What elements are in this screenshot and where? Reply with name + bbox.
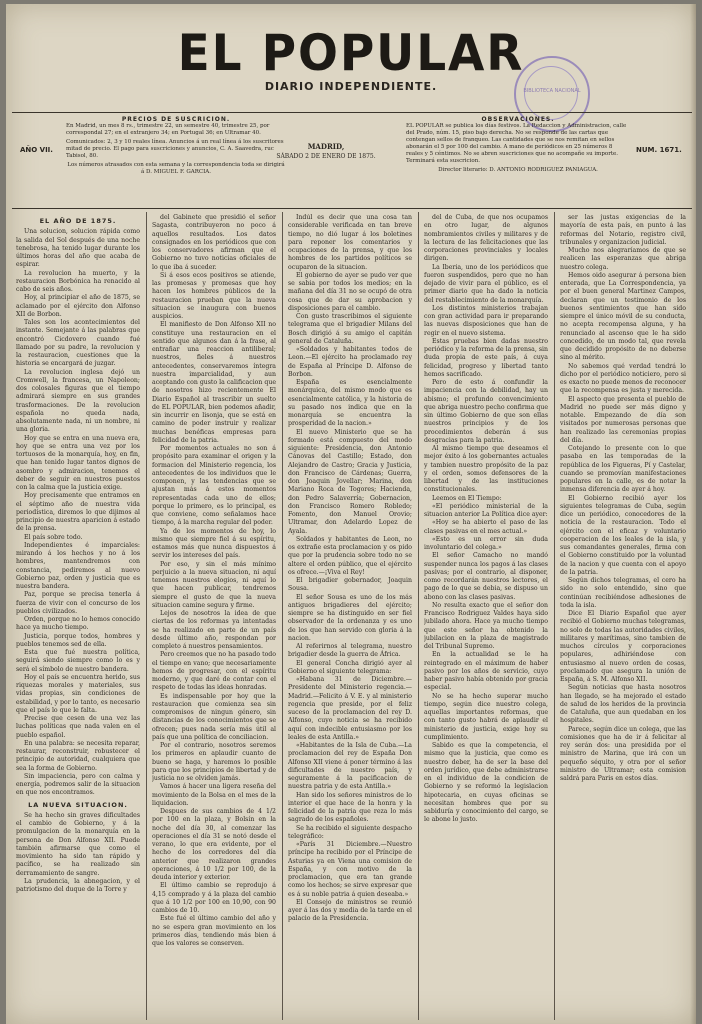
- column-divider: [418, 212, 419, 1020]
- article-paragraph: Hoy que se entra en una nueva era, hoy que se entra una vez por los tortuosos de la monarquía, hoy, en fin, que han tenido lugar tantos dignos de asombro y admiracion, tenemos el deber de seguir en nuestros puestos con la calma que la justicia exige.: [16, 434, 140, 491]
- column-divider: [554, 212, 555, 1020]
- article-paragraph: Pero creemos que no ha pasado todo el tiempo en vano; que necesariamente hemos de progresar, con el espíritu moderno, y que daré de contar con el respeto de todas las ideas honradas.: [152, 651, 276, 692]
- column-5: [560, 214, 686, 1020]
- observations-title: OBSERVACIONES.: [481, 116, 555, 123]
- article-paragraph: Estas pruebas bien dadas nuestro periódico y la reforma de la prensa, sin duda propia de este país, á cuya felicidad, progreso y libertad tanto hemos sacrificado.: [424, 337, 548, 378]
- header-bottom-rule: [12, 208, 692, 209]
- year-label: AÑO VII.: [20, 146, 53, 154]
- column-divider: [282, 212, 283, 1020]
- article-paragraph: Se ha hecho sin graves dificultades el cambio de Gobierno, y á la promulgacion de la monarquía en la persona de Don Alfonso XII. Puede también afirmarse que como el movimiento ha sido tan rápido y pacífico, se ha realizado sin derramamiento de sangre.: [16, 811, 140, 877]
- article-paragraph: «Soldados y habitantes todos de Leon.—El ejército ha proclamado rey de España al Príncipe D. Alfonso de Borbon.: [288, 346, 412, 378]
- article-paragraph: Lejos de nosotros la idea de que ciertas de los reformas ya intentadas se ha realizado en parte de un país desde último año, respondan por completo á nuestros pensamientos.: [152, 610, 276, 650]
- article-paragraph: Es indispensable por hoy que la restauracion que comienza sea sin compromisos de ningun género, sin distancias de los conocimientos que se ofrecen; pues nada sería más útil al país que una política de conciliacion.: [152, 692, 276, 741]
- city-name: MADRID,: [307, 142, 345, 151]
- column-1: [16, 214, 140, 1020]
- article-paragraph: El general Concha dirigió ayer al Gobierno el siguiente telegrama:: [288, 659, 412, 675]
- article-paragraph: Parece, según dice un colega, que las comisiones que ha de ir á felicitar al rey serán dos: una presidida por el ministro de Marina, que irá con un pequeño séquito, y otra por el señor ministro de Ultramar; esta comision saldrá para Paris en estos días.: [560, 725, 686, 782]
- article-paragraph: La prudencia, la abnegacion, y el patriotismo del duque de la Torre y: [16, 877, 140, 893]
- article-paragraph: Por eso, y sin el más mínimo perjuicio a la nueva situacion, ni aquí tenemos nuestros elogios, ni aquí lo que hacen publicar, tendremos siempre el gusto de que la nueva situacion camine segura y firme.: [152, 560, 276, 609]
- article-paragraph: Sin impaciencia, pero con calma y energía, podremos salir de la situacion en que nos encontramos.: [16, 772, 140, 797]
- column-2: [152, 214, 276, 1020]
- article-paragraph: del de Cuba, de que nos ocupamos en otro lugar, de algunos nombramientos civiles y militares y de la lectura de las felicitaciones que las corporaciones provinciales y locales dirigen.: [424, 214, 548, 263]
- observations: [406, 116, 630, 174]
- column-4: [424, 214, 548, 1020]
- article-paragraph: El aspecto que presenta el pueblo de Madrid no puede ser más digno y notable. Empezando de día son visitados por numerosas personas que han realizado las ceremonias propias del día.: [560, 395, 686, 444]
- page-edge-shadow: [690, 4, 696, 1024]
- article-paragraph: ser las justas exigencias de la mayoría de esta país, en punto á las reformas del Notario, registro civil, tribunales y organizacion judicial.: [560, 214, 686, 246]
- article-paragraph: No resulta exacto que el señor don Francisco Rodriguez Valdes haya sido jubilado ahora. Hace ya mucho tiempo que este señor ha obtenido la jubilacion en la plaza de magistrado del Tribunal Supremo.: [424, 601, 548, 650]
- article-paragraph: «París 31 Diciembre.—Nuestro príncipe ha recibido por el Príncipe de Asturias ya en Viena una comision de España, y con motivo de la proclamacion, que era tan grande como los hechos; se sirve expresar que es á su noble patria á quien deseaba.»: [288, 841, 412, 898]
- column-divider: [146, 212, 147, 1020]
- article-paragraph: Despues de sus cambios de 4 1/2 por 100 en la plaza, y Bolsín en la noche del día 30, al comenzar las operaciones el día 31 se notó desde el verano, lo que era evidente, por el hecho de los corredores del día anterior que realizaron grandes operaciones, á 10 1/2 por 100, de la deuda interior y exterior.: [152, 808, 276, 881]
- article-paragraph: El Consejo de ministros se reunió ayer á las dos y media de la tarde en el palacio de la Presidencia.: [288, 898, 412, 923]
- newspaper-subtitle: DIARIO INDEPENDIENTE.: [264, 80, 438, 93]
- article-paragraph: Justicia, porque todos, hombres y pueblos tenemos sed de ella.: [16, 632, 140, 648]
- observations-text: EL POPULAR se publica los días festivos. La Redaccion y Administracion, calle del Prado, núm. 15, piso bajo derecha. No se responde de las cartas que contengan sellos de franqueo. Las cantidades que se nos remitan en sellos abonarán el 5 por 100 del cambio. A mano de periódicos en 25 números 8 reales y 5 céntimos. No se abren suscriciones que no acompañe su importe. Terminará esta suscricion.: [406, 123, 627, 164]
- article-paragraph: Por momentos actuales no son á propósito para examinar el origen y la formacion del Ministerio regencia, los antecedentes de los individuos que le componen, y las tendencias que se ajustan más á estos momentos representadas cada uno de ellos; porque lo primero, es lo principal, es que conviene, como señalamos hace tiempo, á la marcha regular del poder.: [152, 445, 276, 527]
- article-paragraph: La Iberia, uno de los periódicos que fueron suspendidos, pero que no han dejado de vivir para el público, es el primer diario que ha dado la noticia del restablecimiento de la monarquía.: [424, 263, 548, 304]
- article-paragraph: Precise que cesen de una vez las luchas políticas que nada valen en el pueblo español.: [16, 715, 140, 739]
- article-paragraph: Soldados y habitantes de Leon, no os extrañe esta proclamacion y os pido que por la prudencia sobre todo no se altere el orden público, que el ejército os ofrece.—¡Viva el Rey!: [288, 535, 412, 576]
- article-paragraph: Pero de esto á confundir la impaciencia con la debilidad, hay un abismo; el profundo convencimiento que abriga nuestro pecho confirma que sin último Gobierno de que son ellas nuestros principios y de los procedimientos deberán á sus desgracias para la patria.: [424, 379, 548, 444]
- section-heading: EL AÑO DE 1875.: [39, 217, 117, 225]
- article-paragraph: Por el contrario, nosotros seremos los primeros en aplaudir cuanto de bueno se haga, y haremos lo posible para que los principios de libertad y de justicia no se olviden jamás.: [152, 742, 276, 782]
- subscription-prices-title: PRECIOS DE SUSCRICION.: [121, 116, 231, 123]
- article-paragraph: Vamos á hacer una ligera reseña del movimiento de la Bolsa en el mes de la liquidacion.: [152, 783, 276, 807]
- newspaper-page: [6, 4, 696, 1024]
- article-paragraph: Con gusto trascribimos el siguiente telegrama que el brigadier Milans del Bosch dirigió á su amigo el capitán general de Cataluña.: [288, 313, 412, 345]
- article-paragraph: El gobierno de ayer se pudo ver que se sabia por todos los medios; en la mañana del día 31 no se ocupó de otra cosa que de dar su aprobacion y disposiciones para el cambio.: [288, 271, 412, 312]
- article-paragraph: El brigadier gobernador, Joaquin Sousa.: [288, 577, 412, 593]
- article-paragraph: El país sobre todo.: [24, 533, 83, 541]
- article-paragraph: Hemos oido asegurar á persona bien enterada, que La Correspondencia, ya por el buen general Martinez Campos, declaran que un testimonio de los buenos sentimientos que han sido siempre el único móvil de su conducta, no acepta recompensa alguna, y ha renunciado al ascenso que le ha sido concedido, de un modo tal, que revela que decidido propósito de no deberse sino al mérito.: [560, 271, 686, 362]
- article-paragraph: El señor Camacho no mandó suspender nunca los pagos á las clases pasivas; por el contrario, al disponer, como recordarán nuestros lectores, el pago de lo que se debia, se dispuso un abono con las clases pasivas.: [424, 552, 548, 601]
- director-line: Director literario: D. ANTONIO RODRIGUEZ PANIAGUA.: [438, 167, 598, 173]
- article-paragraph: «El periódico ministerial de la situacion anterior La Política dice ayer:: [424, 502, 548, 518]
- dateline: [256, 142, 396, 162]
- article-paragraph: Hoy, al principiar el año de 1875, se aclamado por el ejército don Alfonso XII de Borbon.: [16, 294, 140, 318]
- article-paragraph: Independientes é imparciales: mirando á los hechos y no á los hombres, mantendremos con constancia, pediremos al nuevo Gobierno paz, orden y justicia que es nuestra bandera.: [16, 541, 140, 590]
- article-paragraph: Hoy precisamente que entramos en el séptimo año de nuestra vida periodística, diremos lo que dijimos al principio de nuestra aparicion á estado de la prensa.: [16, 492, 140, 533]
- article-paragraph: La revolucion inglesa dejó un Cromwell, la francesa, un Napoleon; dos colosales figuras que el tiempo admirará siempre en sus grandes trasformaciones. De la revolucion española no queda nada, absolutamente nada, ni un nombre, ni una gloria.: [16, 368, 140, 434]
- article-paragraph: Una solucion, solucion rápida como la salida del Sol después de una noche tenebrosa, ha tenido lugar durante los últimos horas del año que acaba de espirar.: [16, 228, 140, 269]
- article-paragraph: Los distintos ministerios trabajan con gran actividad para ir preparando las nuevas disposiciones que han de regir en el nuevo sistema.: [424, 304, 548, 337]
- article-paragraph: «Habana 31 de Diciembre.—Presidente del Ministerio regencia.—Madrid.—Felicito á V. E. y al ministerio regencia que preside, por el feliz suceso de la proclamacion del rey D. Alfonso, cuyo noticia se ha recibido aquí con indecible entusiasmo por los leales de esta Antilla.»: [288, 676, 412, 741]
- newspaper-title: EL POPULAR: [177, 24, 525, 82]
- article-paragraph: No se ha hecho superar mucho tiempo, según dice nuestro colega, aquellas importantes reformas, que con tanto gusto habrá de aplaudir el ministerio de justicia, exige hoy su cumplimiento.: [424, 692, 548, 741]
- article-paragraph: La revolucion ha muerto, y la restauracion Borbónica ha renacido al cabo de seis años.: [16, 269, 140, 293]
- article-paragraph: En una palabra: se necesita reparar, restaurar, reconstruir, robustecer el principio de autoridad, cualquiera que sea la forma de Gobierno.: [16, 739, 140, 772]
- article-paragraph: Han sido los señores ministros de lo interior el que hace de la honra y la felicidad de la patria que reza lo más sagrado de los españoles.: [288, 791, 412, 824]
- subscription-ejemplares: Los números atrasados con esta semana y la correspondencia toda se dirigirá á D. MIGUEL F. GARCIA.: [67, 162, 285, 175]
- header-top-rule: [12, 112, 692, 113]
- article-paragraph: Según dichos telegramas, el cero ha sido no solo entendido, sino que continúan recibiéndose adhesiones de toda la isla.: [560, 577, 686, 609]
- article-paragraph: No sabemos qué verdad tendrá lo dicho por el periódico noticiero, pero si es exacto no puede menos de reconocer que la recompensa es justa y merecida.: [560, 362, 686, 395]
- article-paragraph: En la actualidad se le ha reintegrado en el máximum de haber pasivo por los años de servicio, cuyo haber pasivo había obtenido por gracia especial.: [424, 651, 548, 692]
- article-paragraph: Dice El Diario Español que ayer recibió el Gobierno muchas telegramas, no solo de todas las autoridades civiles, militares y marítimas, sino tambien de muchos círculos y corporaciones populares, adhiriéndose con entusiasmo al nuevo orden de cosas, proclamado que asegura la unión de España, á S. M. Alfonso XII.: [560, 610, 686, 683]
- article-paragraph: del Gabinete que presidió el señor Sagasta, contribuyeron no poco á aquellos resultados. Los datos consignados en los periódicos que con los conservadores afirman que el Gobierno no tuvo noticias oficiales de lo que iba á suceder.: [152, 214, 276, 271]
- article-paragraph: El último cambio se reprodujo á 4,15 comprado y á la plaza del cambio que á 10 1/2 por 100 en 10,90, con 90 cambios de 10.: [152, 882, 276, 914]
- issue-number: NUM. 1671.: [636, 146, 682, 154]
- article-paragraph: Mucho nos alegraríamos de que se realicen las esperanzas que abriga nuestro colega.: [560, 247, 686, 271]
- article-paragraph: Tales son los acontecimientos del instante. Semejante á las palabras que encontró Cicdovero cuando fué llamado por su padre, la revolucion y la restauracion, cuestiones que la historia se encargará de juzgar.: [16, 319, 140, 368]
- subscription-prices: [66, 116, 286, 176]
- article-paragraph: El Gobierno recibió ayer los siguientes telegramas de Cuba, según dice un periódico, conocedores de la noticia de la restauracion. Todo el ejército con el eficaz y voluntario cooperacion de los leales de la isla, y sus comandantes generales, firma con el Gobierno constituido por la voluntad de la nacion y que cuenta con el apoyo de la patria.: [560, 494, 686, 576]
- issue-date: SÁBADO 2 DE ENERO DE 1875.: [276, 153, 376, 160]
- article-paragraph: Paz, porque se precisa tenerla á fuerza de vivir con el concurso de los pueblos civilizados.: [16, 591, 140, 615]
- article-paragraph: «Hoy se ha abierto el paso de las clases pasivas en el mes actual.»: [424, 519, 548, 535]
- article-paragraph: Sabido es que la competencia, el mismo que la justicia, que como es nuestro deber, ha de ser la base del orden jurídico, que debe administrarse en el individuo de la condicion de Gobierno y se reformó la legislacion hipotecaria, en cuyas oficinas se necesitan hombres que por su sabiduría y conocimiento del cargo, se le abone lo justo.: [424, 742, 548, 824]
- article-paragraph: Si á esos ecos positivos se atiende, las promesas y promesas que hoy hacen los hombres públicos de la restauracion prueban que la nueva situacion se inaugura con buenos auspicios.: [152, 271, 276, 320]
- article-paragraph: «Habitantes de la Isla de Cuba.—La proclamacion del rey de España Don Alfonso XII viene á poner término á las dificultades de nuestro país, y seguramente á la pacificacion de nuestra patria y de esta Antilla.»: [288, 742, 412, 791]
- article-paragraph: Leemos en El Tiempo:: [432, 494, 502, 502]
- article-paragraph: Ya de los momentos de hoy, lo mismo que siempre fiel á su espíritu, estamos más que nunca dispuestos á servir los intereses del país.: [152, 527, 276, 560]
- article-paragraph: Se ha recibido el siguiente despacho telegráfico:: [288, 824, 412, 840]
- article-paragraph: Orden, porque no lo hemos conocido hace ya mucho tiempo.: [16, 616, 140, 632]
- article-paragraph: El señor Sousa es uno de los más antiguos brigadieres del ejército; siempre se ha distinguido en ser fiel observador de la ordenanza y es uno de los que han servido con gloria á la nacion.: [288, 593, 412, 642]
- article-paragraph: Al referirnos al telegrama, nuestro brigadier desde la guerra de África.: [288, 643, 412, 659]
- article-paragraph: Al mismo tiempo que deseamos el mejor éxito á los gobernantes actuales y tambien nuestro propósito de la paz y el orden, somos defensores de la libertad y de las instituciones constitucionales.: [424, 445, 548, 494]
- article-paragraph: Indúl es decir que una cosa tan considerable verificada en tan breve tiempo, no dió lugar á los boletines para reponer los comentarios y ocupaciones de la prensa, y que los hombres de los partidos políticos se ocuparon de la situacion.: [288, 214, 412, 271]
- subscription-prices-text: En Madrid, un mes 8 rs., trimestre 22, un semestre 40, trimestre 25, por correspondal 27; en el extranjero 34; en Portugal 36; en Ultramar 40.: [66, 123, 270, 136]
- masthead: [6, 26, 696, 93]
- subscription-comunicados: Comunicados: 2, 3 y 10 reales línea. Anuncios á un real línea á los suscritores mitad de precio. El pago para suscriciones y anuncios, C. A. Saavedra, ruc Tabisol, 80.: [66, 139, 284, 159]
- article-paragraph: España es esencialmente monárquica, del mismo modo que es esencialmente católica, y la historia de su pasado nos indica que en la monarquía se encuentra la prosperidad de la nacion.»: [288, 379, 412, 428]
- article-paragraph: Según noticias que hasta nosotros han llegado, se ha mejorado el estado de salud de los heridos de la provincia de Cataluña, que aun quedaban en los hospitales.: [560, 684, 686, 725]
- article-paragraph: «Esto es un error sin duda involuntario del colega.»: [424, 535, 548, 551]
- article-paragraph: El manifiesto de Don Alfonso XII no constituye una restauracion en el sentido que algunos dan á la frase, al entrañar una reaccion antiliberal; nuestros, fieles á nuestros antecedentes, conservaremos íntegra nuestra imparcialidad, y aun aceptando con gusto la calificacion que de nosotros hizo recientemente El Diario Español al trascribir un suelto de EL POPULAR, bien podemos añadir, sin incurrir en lisonja, que se está en camino de poder instruir y realizar muchas benéficas empresas para felicidad de la patria.: [152, 321, 276, 444]
- article-paragraph: El nuevo Ministerio que se ha formado está compuesto del modo siguiente: Presidencia, don Antonio Cánovas del Castillo; Estado, don Alejandro de Castro; Gracia y Justicia, don Francisco de Cárdenas; Guerra, don Joaquin Jovellar; Marina, don Mariano Roca de Togores; Hacienda, don Pedro Salaverría; Gobernacion, don Francisco Romero Robledo; Fomento, don Manuel Orovio; Ultramar, don Adelardo Lopez de Ayala.: [288, 428, 412, 535]
- article-paragraph: Hoy el país se encuentra herido, sus riquezas morales y materiales, sus vidas propias, sin condiciones de estabilidad, y por lo tanto, es necesario que el país lo que le falta.: [16, 673, 140, 714]
- article-paragraph: Este fué el último cambio del año y no se espera gran movimiento en los primeros días, tendiendo más bien á que los valores se conserven.: [152, 915, 276, 947]
- article-paragraph: Esta que fué nuestra política, seguirá siendo siempre como lo es y será el símbolo de nuestro bandera.: [16, 649, 140, 673]
- section-heading: LA NUEVA SITUACION.: [28, 800, 128, 809]
- article-paragraph: Cotejando lo presente con lo que pasaba en las temporadas de la república de los Figueras, Pí y Castelar, cuando se promovían manifestaciones populares en la calle, es de notar la inmensa diferencia de ayer á hoy.: [560, 445, 686, 494]
- stamp-text: BIBLIOTECA NACIONAL: [523, 88, 581, 94]
- column-3: [288, 214, 412, 1020]
